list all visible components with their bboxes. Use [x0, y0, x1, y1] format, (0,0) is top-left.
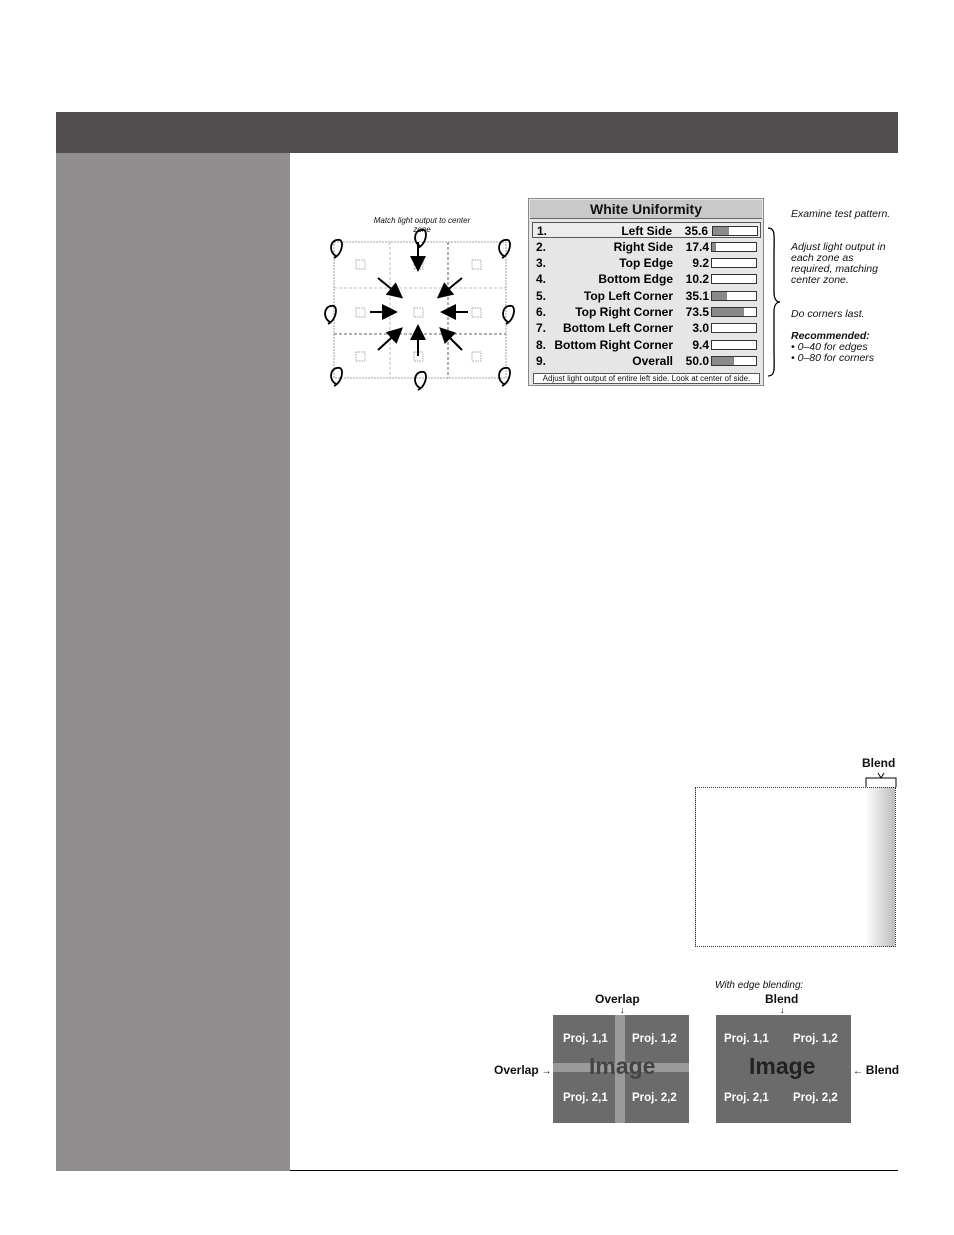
menu-item-number: 2.: [536, 240, 547, 254]
overlap-top-arrow: ↓: [620, 1005, 625, 1015]
blend-label: Blend: [862, 756, 896, 770]
menu-item-label: Bottom Right Corner: [554, 338, 673, 352]
menu-item-value: 3.0: [692, 321, 709, 335]
menu-item-level-bar: [711, 323, 757, 333]
zone-diagram: [320, 228, 520, 393]
menu-item-level-bar: [712, 226, 758, 236]
bracket-brace: [766, 226, 782, 378]
menu-item-level-fill: [713, 227, 729, 235]
overlap-proj-2-1: Proj. 2,1: [563, 1092, 608, 1104]
overlap-figure: [553, 1015, 689, 1123]
blend-region-box: [695, 787, 896, 947]
note-examine: Examine test pattern.: [791, 208, 891, 220]
menu-item-value: 10.2: [685, 272, 709, 286]
menu-item-level-bar: [711, 340, 757, 350]
menu-item-2[interactable]: [532, 239, 761, 255]
edge-blend-image-text: Image: [749, 1053, 816, 1079]
menu-item-1[interactable]: [532, 222, 761, 238]
edge-blend-proj-1-2: Proj. 1,2: [793, 1033, 838, 1045]
note-recommended-edges: • 0–40 for edges: [791, 341, 868, 353]
menu-item-label: Bottom Edge: [598, 272, 673, 286]
menu-item-number: 9.: [536, 354, 547, 368]
menu-item-number: 1.: [537, 224, 548, 238]
menu-item-8[interactable]: [532, 337, 761, 353]
menu-item-level-fill: [712, 292, 727, 300]
menu-item-value: 35.6: [684, 224, 708, 238]
menu-item-6[interactable]: [532, 304, 761, 320]
menu-item-value: 50.0: [685, 354, 709, 368]
menu-item-5[interactable]: [532, 288, 761, 304]
overlap-side-arrow: →: [538, 1066, 552, 1077]
note-recommended-title: Recommended:: [791, 330, 870, 342]
menu-item-7[interactable]: [532, 320, 761, 336]
edge-blend-figure: [716, 1015, 851, 1123]
edge-blend-side-label-group: [853, 1061, 899, 1079]
menu-item-level-bar: [711, 291, 757, 301]
edge-blend-caption: With edge blending:: [715, 980, 804, 991]
menu-item-number: 6.: [536, 305, 547, 319]
edge-blend-top-label: Blend: [765, 992, 799, 1006]
overlap-side-label: Overlap: [494, 1063, 539, 1077]
footer-rule: [290, 1170, 898, 1171]
menu-item-label: Right Side: [613, 240, 673, 254]
menu-item-value: 9.2: [692, 256, 709, 270]
white-uniformity-menu: [528, 198, 764, 386]
menu-item-label: Top Left Corner: [583, 289, 673, 303]
menu-item-value: 17.4: [685, 240, 709, 254]
menu-item-label: Top Right Corner: [575, 305, 673, 319]
menu-item-number: 5.: [536, 289, 547, 303]
side-panel: [56, 153, 290, 1171]
menu-item-number: 7.: [536, 321, 547, 335]
menu-item-level-fill: [712, 357, 734, 365]
overlap-side-label-group: [494, 1061, 551, 1079]
menu-item-level-bar: [711, 307, 757, 317]
menu-item-9[interactable]: [532, 353, 761, 369]
edge-blend-proj-2-2: Proj. 2,2: [793, 1092, 838, 1104]
menu-item-level-bar: [711, 274, 757, 284]
edge-blend-top-arrow: ↓: [780, 1005, 785, 1015]
menu-item-number: 4.: [536, 272, 547, 286]
menu-item-label: Top Edge: [619, 256, 673, 270]
edge-blend-side-arrow: ←: [853, 1066, 866, 1077]
note-adjust: Adjust light output in each zone as required, matching center zone.: [791, 241, 886, 286]
menu-item-3[interactable]: [532, 255, 761, 271]
note-recommended-corners: • 0–80 for corners: [791, 352, 875, 364]
menu-item-level-bar: [711, 356, 757, 366]
menu-item-level-fill: [712, 308, 744, 316]
overlap-image-text: Image: [589, 1053, 656, 1079]
overlap-proj-2-2: Proj. 2,2: [632, 1092, 677, 1104]
menu-item-level-fill: [712, 243, 716, 251]
overlap-proj-1-1: Proj. 1,1: [563, 1033, 608, 1045]
menu-item-level-bar: [711, 242, 757, 252]
menu-item-level-bar: [711, 258, 757, 268]
zone-diagram-caption-text: Match light output to center zone: [373, 216, 471, 234]
menu-item-label: Left Side: [621, 224, 672, 238]
menu-item-value: 35.1: [685, 289, 709, 303]
menu-item-4[interactable]: [532, 271, 761, 287]
menu-item-label: Bottom Left Corner: [563, 321, 673, 335]
header-bar: [56, 112, 898, 153]
menu-item-label: Overall: [632, 354, 673, 368]
menu-help-text: Adjust light output of entire left side. Look at center of side.: [533, 373, 760, 384]
edge-blend-proj-1-1: Proj. 1,1: [724, 1033, 769, 1045]
edge-blend-side-label: Blend: [865, 1063, 900, 1077]
menu-item-number: 3.: [536, 256, 547, 270]
note-corners: Do corners last.: [791, 308, 865, 320]
menu-item-value: 9.4: [692, 338, 709, 352]
menu-item-number: 8.: [536, 338, 547, 352]
blend-bracket: [864, 772, 898, 788]
overlap-proj-1-2: Proj. 1,2: [632, 1033, 677, 1045]
edge-blend-proj-2-1: Proj. 2,1: [724, 1092, 769, 1104]
menu-item-value: 73.5: [685, 305, 709, 319]
overlap-top-label: Overlap: [595, 992, 640, 1006]
menu-title: White Uniformity: [530, 200, 762, 219]
